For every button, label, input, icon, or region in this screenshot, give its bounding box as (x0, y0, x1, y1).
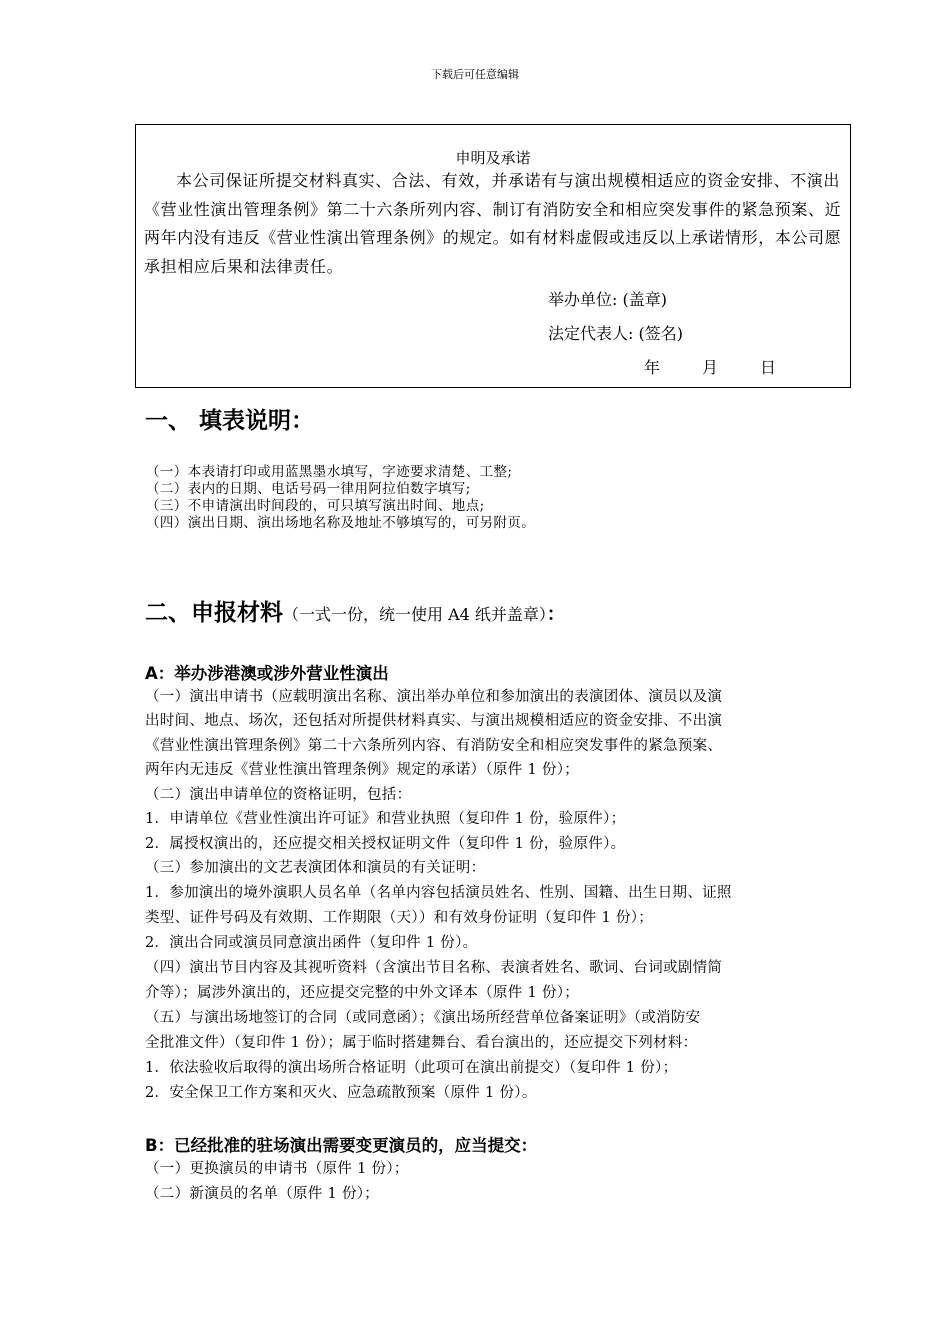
part-a-line: 介等）；属涉外演出的，还应提交完整的中外文译本（原件 1 份）； (145, 985, 580, 1001)
representative-signature-line: 法定代表人: (签名) (548, 324, 683, 343)
section2-heading (145, 594, 565, 627)
instruction-item: （二）表内的日期、电话号码一律用阿拉伯数字填写; (146, 481, 471, 497)
part-a-line: 出时间、地点、场次，还包括对所提供材料真实、与演出规模相适应的资金安排、不出演 (145, 713, 723, 729)
header-note: 下载后可任意编辑 (431, 68, 519, 81)
date-year-label: 年 (644, 358, 661, 377)
part-a-line: 1．申请单位《营业性演出许可证》和营业执照（复印件 1 份，验原件）； (145, 811, 626, 827)
part-a-title: A：举办涉港澳或涉外营业性演出 (145, 664, 389, 683)
part-b-line: （二）新演员的名单（原件 1 份）； (145, 1186, 380, 1202)
declaration-body: 本公司保证所提交材料真实、合法、有效，并承诺有与演出规模相适应的资金安排、不演出《营业性演出管理条例》第二十六条所列内容、制订有消防安全和相应突发事件的紧急预案、近两年内没有违反《营业性演出管理条例》的规定。如有材料虚假或违反以上承诺情形，本公司愿承担相应后果和法律责任。 (144, 171, 842, 276)
part-a-line: 2．演出合同或演员同意演出函件（复印件 1 份）。 (145, 935, 478, 951)
part-a-line: 1．参加演出的境外演职人员名单（名单内容包括演员姓名、性别、国籍、出生日期、证照 (145, 885, 732, 901)
part-a-line: 1．依法验收后取得的演出场所合格证明（此项可在演出前提交）（复印件 1 份）； (145, 1060, 678, 1076)
instruction-item: （一）本表请打印或用蓝黑墨水填写，字迹要求清楚、工整; (146, 464, 513, 480)
part-a-line: 2．属授权演出的，还应提交相关授权证明文件（复印件 1 份，验原件）。 (145, 836, 626, 852)
declaration-box (135, 124, 851, 388)
section2-heading-note: （一式一份，统一使用 A4 纸并盖章） (283, 605, 547, 624)
section1-heading: 一、 填表说明： (145, 408, 315, 434)
part-a-line: 两年内无违反《营业性演出管理条例》规定的承诺）（原件 1 份）； (145, 762, 580, 778)
part-a-line: （三）参加演出的文艺表演团体和演员的有关证明： (145, 860, 486, 876)
instruction-item: （三）不申请演出时间段的，可只填写演出时间、地点; (146, 498, 485, 514)
part-a-line: （五）与演出场地签订的合同（或同意函）；《演出场所经营单位备案证明》（或消防安 (145, 1010, 701, 1026)
date-month-label: 月 (702, 358, 719, 377)
organizer-seal-line: 举办单位: (盖章) (548, 290, 667, 309)
part-a-line: 2．安全保卫工作方案和灭火、应急疏散预案（原件 1 份）。 (145, 1085, 537, 1101)
part-a-line: 全批准文件）（复印件 1 份）；属于临时搭建舞台、看台演出的，还应提交下列材料： (145, 1035, 698, 1051)
date-day-label: 日 (760, 358, 777, 377)
part-a-line: （二）演出申请单位的资格证明，包括： (145, 787, 412, 803)
part-b-title: B：已经批准的驻场演出需要变更演员的，应当提交： (145, 1136, 538, 1155)
declaration-title: 申明及承诺 (455, 149, 531, 167)
section2-heading-text: 二、申报材料 (145, 600, 283, 626)
part-a-line: （一）演出申请书（应载明演出名称、演出举办单位和参加演出的表演团体、演员以及演 (145, 689, 723, 705)
section2-heading-colon: ： (546, 604, 565, 625)
part-a-line: 《营业性演出管理条例》第二十六条所列内容、有消防安全和相应突发事件的紧急预案、 (145, 738, 723, 754)
part-b-line: （一）更换演员的申请书（原件 1 份）； (145, 1161, 409, 1177)
part-a-line: 类型、证件号码及有效期、工作期限（天））和有效身份证明（复印件 1 份）； (145, 910, 654, 926)
part-a-line: （四）演出节目内容及其视听资料（含演出节目名称、表演者姓名、歌词、台词或剧情简 (145, 960, 723, 976)
instructions-list (146, 464, 535, 532)
instruction-item: （四）演出日期、演出场地名称及地址不够填写的，可另附页。 (146, 515, 536, 531)
